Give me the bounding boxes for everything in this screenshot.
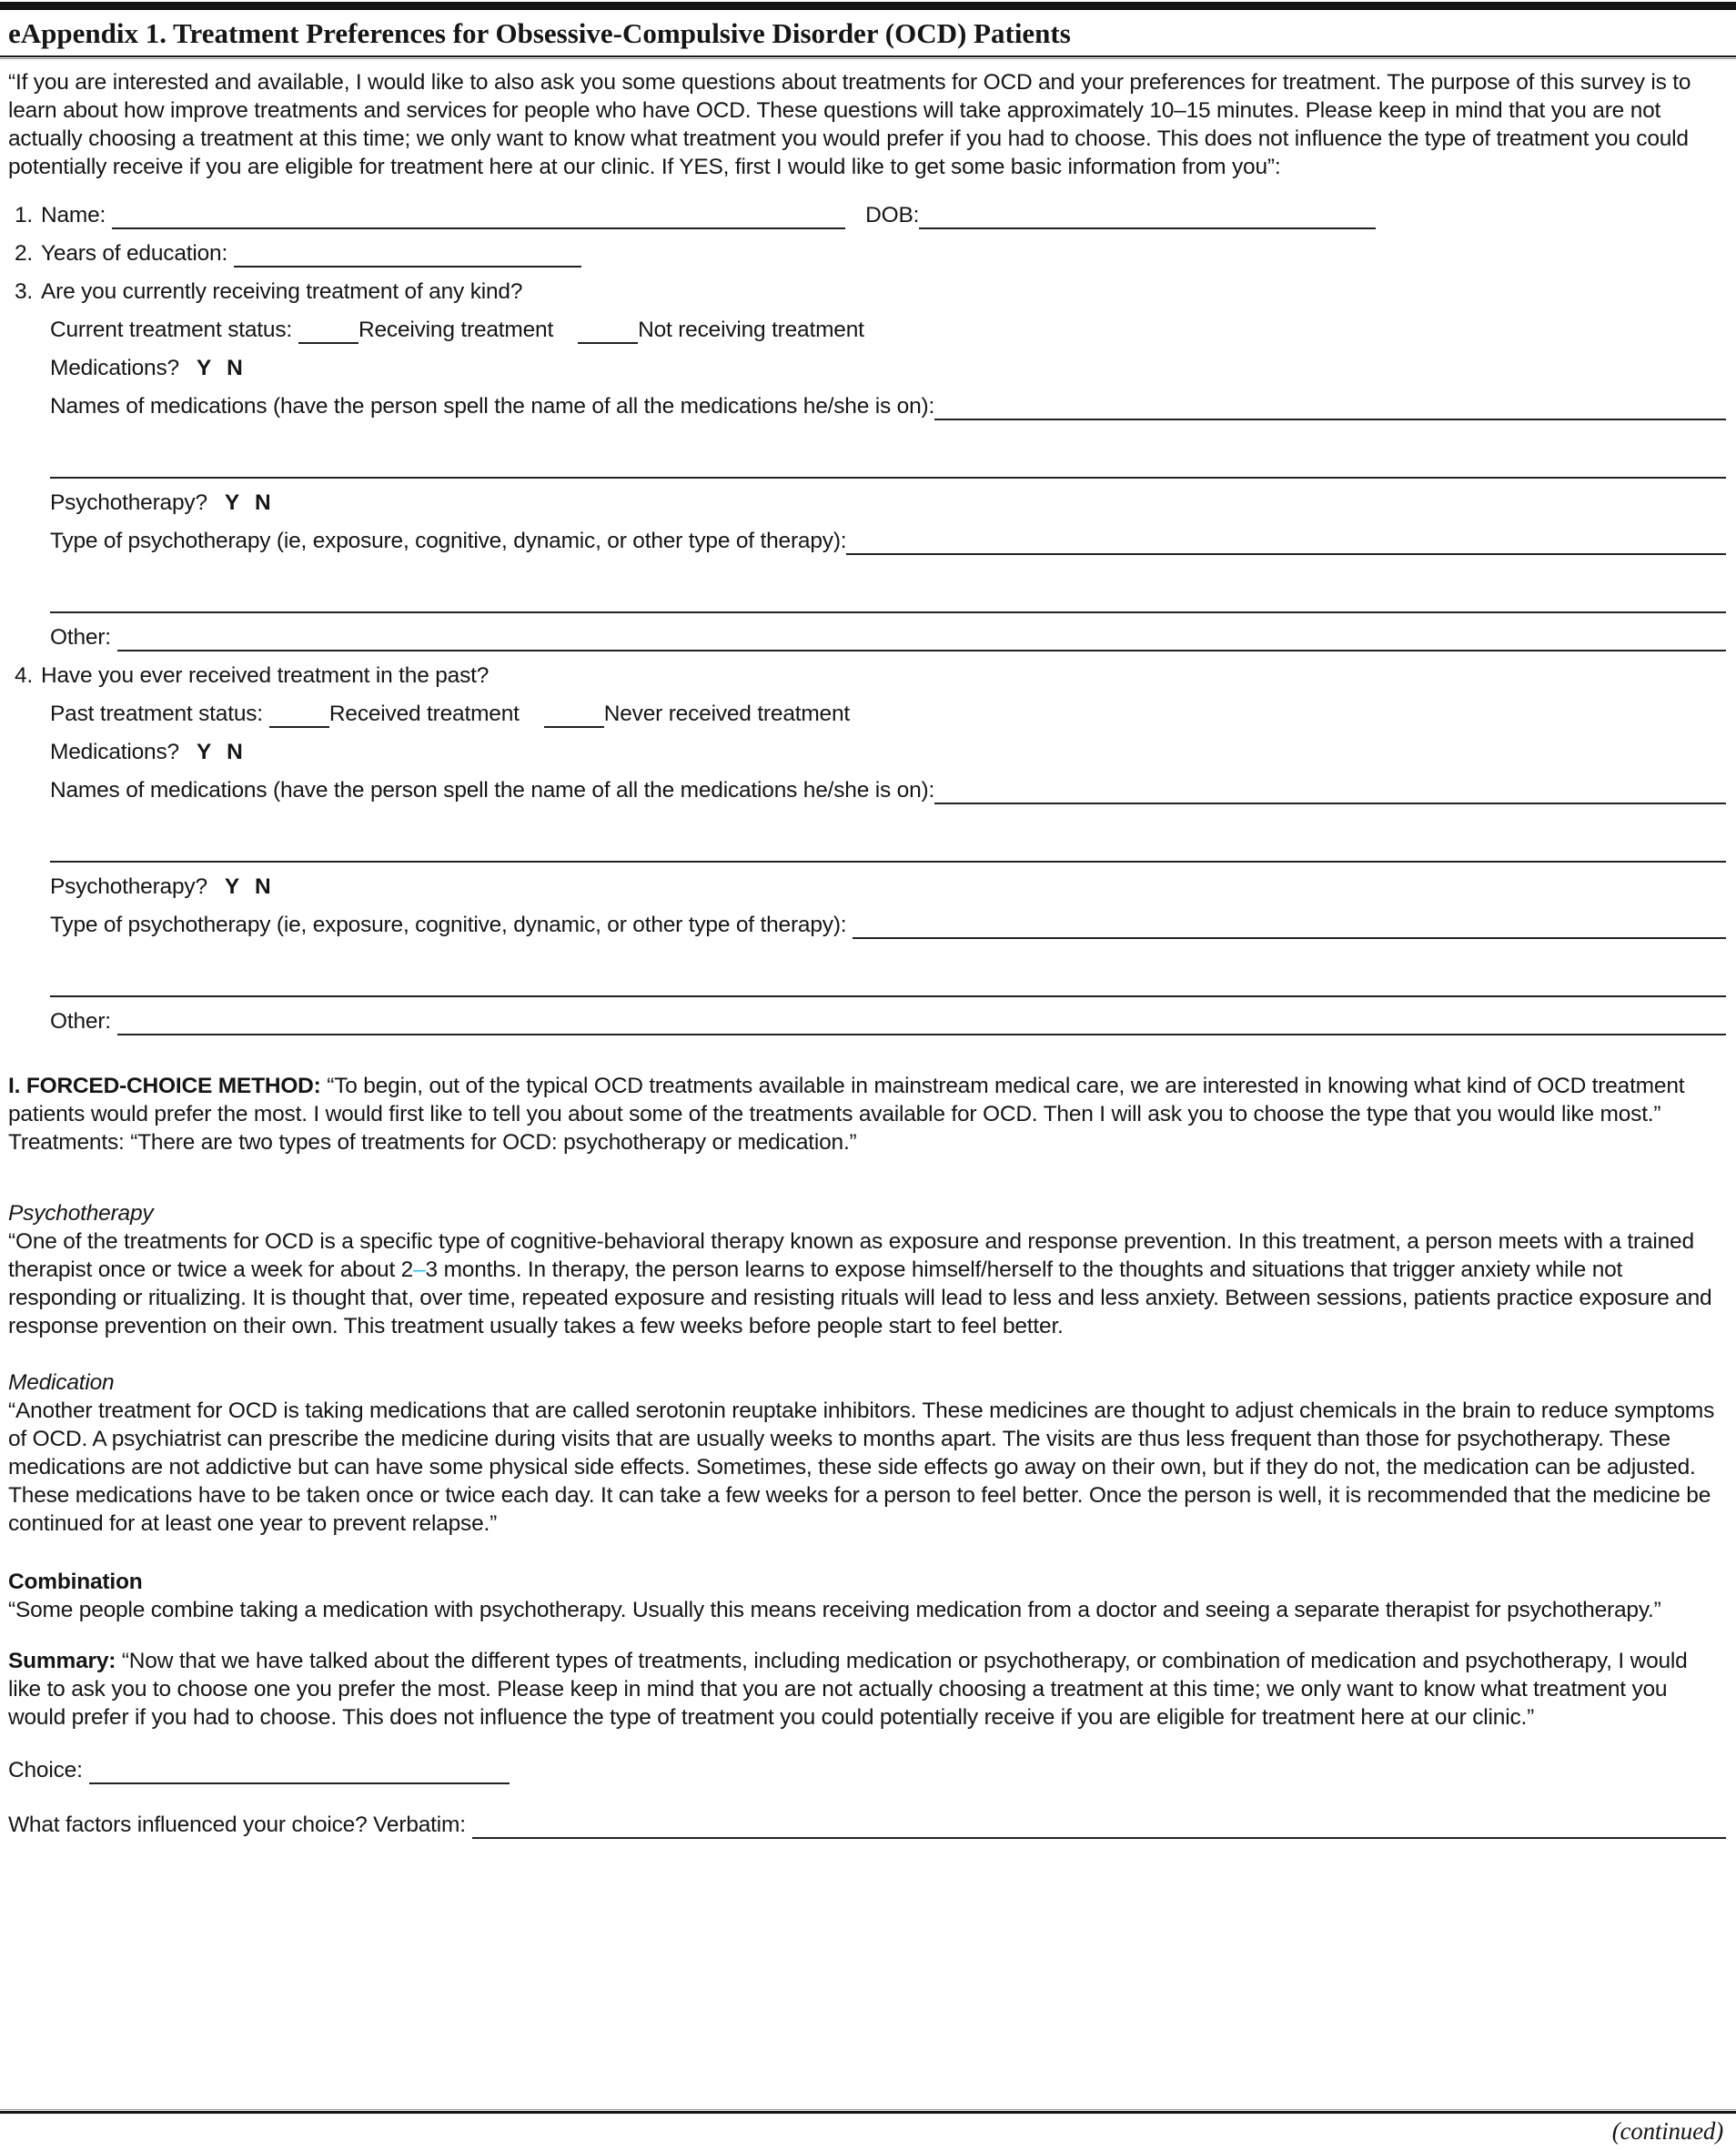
received-treatment-blank[interactable] [269, 701, 329, 728]
summary-heading: Summary: [8, 1649, 116, 1673]
intro-paragraph: “If you are interested and available, I would like to also ask you some questions about treatments for OCD and your preferences for treatment. The purpose of this survey is to learn about how improve treatments and services for people who have OCD. These questions will take approximately 10–15 minutes. Please keep in mind that you are not actually choosing a treatment at this time; we only want to know what treatment you would prefer if you had to choose. This does not influence the type of treatment you could potentially receive if you are eligible for treatment here at our clinic. If YES, first I would like to get some basic information from you”: [8, 70, 1691, 179]
receiving-treatment-blank[interactable] [298, 317, 358, 344]
current-medication-names-blank[interactable] [934, 393, 1726, 420]
continued-label: (continued) [1611, 2117, 1723, 2145]
past-psychotherapy-no-option[interactable]: N [255, 874, 271, 899]
factors-verbatim-label: What factors influenced your choice? Verbatim: [8, 1813, 466, 1837]
question-number: 4. [14, 663, 33, 688]
name-blank-line[interactable] [112, 202, 845, 229]
current-treatment-status-row [8, 316, 1726, 344]
psychotherapy-label: Psychotherapy? [50, 874, 207, 899]
medication-paragraph: “Another treatment for OCD is taking medications that are called serotonin reuptake inhibitors. These medicines are thought to adjust chemicals in the brain to reduce symptoms of OCD. A psychiatrist can prescribe the medicine during visits that are usually weeks to months apart. The visits are thus less frequent than those for psychotherapy. These medications are not addictive but can have some physical side effects. Sometimes, these side effects go away on their own, but if they do not, the medication can be adjusted. These medications have to be taken once or twice each day. It can take a few weeks for a person to feel better. Once the person is well, it is recommended that the medicine be continued for at least one year to prevent relapse.” [8, 1399, 1715, 1536]
past-other-blank[interactable] [117, 1008, 1726, 1035]
never-received-treatment-option[interactable]: Never received treatment [603, 702, 851, 726]
past-psychotherapy-type-blank[interactable] [853, 912, 1726, 939]
summary-paragraph [8, 1647, 1726, 1732]
received-treatment-option[interactable]: Received treatment [328, 702, 520, 726]
psychotherapy-label: Psychotherapy? [50, 490, 207, 515]
medication-names-label: Names of medications (have the person spell the name of all the medications he/she is on): [50, 394, 935, 419]
not-receiving-treatment-option[interactable]: Not receiving treatment [638, 318, 864, 342]
question-number: 3. [14, 279, 33, 304]
psychotherapy-paragraph [8, 1227, 1726, 1340]
past-medications-yes-option[interactable]: Y [196, 740, 212, 764]
current-medication-names-row [8, 392, 1726, 420]
current-treatment-status-label: Current treatment status: [50, 318, 292, 342]
current-medications-no-option[interactable]: N [227, 356, 243, 380]
current-psychotherapy-no-option[interactable]: N [255, 490, 271, 515]
past-psychotherapy-type-continuation-row [8, 970, 1726, 997]
past-medication-names-blank[interactable] [934, 777, 1726, 804]
past-other-row [8, 1007, 1726, 1035]
question-2-row [8, 239, 1726, 268]
choice-blank-line[interactable] [89, 1757, 510, 1784]
combination-paragraph: “Some people combine taking a medication with psychotherapy. Usually this means receiving medication from a doctor and seeing a separate therapist for psychotherapy.” [8, 1598, 1661, 1622]
current-treatment-question-label: Are you currently receiving treatment of any kind? [41, 279, 523, 304]
continued-footer [0, 2114, 1736, 2151]
top-rule-bar [0, 2, 1736, 10]
choice-label: Choice: [8, 1758, 83, 1782]
medications-label: Medications? [50, 740, 179, 764]
psychotherapy-section-heading: Psychotherapy [8, 1201, 154, 1226]
factors-row [8, 1811, 1726, 1839]
question-3-row [8, 278, 1726, 306]
past-medications-no-option[interactable]: N [227, 740, 243, 764]
forced-choice-intro-paragraph [8, 1072, 1726, 1128]
past-treatment-status-label: Past treatment status: [50, 702, 263, 726]
current-medications-row [8, 354, 1726, 382]
past-medication-names-continuation-row [8, 835, 1726, 863]
psychotherapy-type-label: Type of psychotherapy (ie, exposure, cognitive, dynamic, or other type of therapy): [50, 913, 847, 937]
factors-verbatim-blank-line[interactable] [472, 1812, 1726, 1839]
current-medications-yes-option[interactable]: Y [196, 356, 212, 380]
past-psychotherapy-type-row [8, 911, 1726, 939]
current-psychotherapy-yes-option[interactable]: Y [224, 490, 240, 515]
current-psychotherapy-type-continuation-row [8, 586, 1726, 613]
not-receiving-treatment-blank[interactable] [578, 317, 638, 344]
past-treatment-question-label: Have you ever received treatment in the past? [41, 663, 490, 688]
current-medication-names-continuation-blank[interactable] [50, 451, 1726, 479]
forced-choice-intro-text: “To begin, out of the typical OCD treatments available in mainstream medical care, we are interested in knowing what kind of OCD treatment patients would prefer the most. I would first like to tell you about some of the treatments available for OCD. Then I will ask you to choose the type that you would like most.” [8, 1074, 1685, 1126]
psychotherapy-text-before-dash: “One of the treatments for OCD is a specific type of cognitive-behavioral therapy known as exposure and response prevention. In this treatment, a person meets with a trained therapist once or twice a week for about 2 [8, 1229, 1694, 1282]
current-other-row [8, 623, 1726, 651]
past-medications-row [8, 738, 1726, 766]
past-psychotherapy-type-continuation-blank[interactable] [50, 970, 1726, 997]
current-medication-names-continuation-row [8, 451, 1726, 479]
past-medication-names-continuation-blank[interactable] [50, 835, 1726, 863]
name-label: Name: [41, 203, 106, 227]
dob-label: DOB: [865, 203, 920, 227]
education-blank-line[interactable] [234, 240, 581, 268]
treatments-line: Treatments: “There are two types of treatments for OCD: psychotherapy or medication.” [8, 1130, 857, 1155]
question-number: 1. [14, 203, 33, 227]
current-psychotherapy-type-row [8, 527, 1726, 555]
current-psychotherapy-row [8, 489, 1726, 517]
cyan-en-dash: – [413, 1257, 426, 1282]
psychotherapy-type-label: Type of psychotherapy (ie, exposure, cognitive, dynamic, or other type of therapy): [50, 529, 847, 553]
medication-section-heading: Medication [8, 1370, 115, 1395]
current-other-blank[interactable] [117, 624, 1726, 651]
medication-names-label: Names of medications (have the person spell the name of all the medications he/she is on): [50, 778, 935, 803]
question-4-row [8, 661, 1726, 690]
question-1-row [8, 201, 1726, 229]
question-number: 2. [14, 241, 33, 266]
past-psychotherapy-row [8, 873, 1726, 901]
education-label: Years of education: [41, 241, 228, 266]
forced-choice-heading: I. FORCED-CHOICE METHOD: [8, 1074, 321, 1098]
dob-blank-line[interactable] [919, 202, 1376, 229]
medications-label: Medications? [50, 356, 179, 380]
other-label: Other: [50, 1009, 111, 1034]
page-title: eAppendix 1. Treatment Preferences for Obsessive-Compulsive Disorder (OCD) Patients [8, 17, 1071, 49]
past-psychotherapy-yes-option[interactable]: Y [224, 874, 240, 899]
other-label: Other: [50, 625, 111, 650]
form-body [0, 59, 1736, 1839]
combination-section-heading: Combination [8, 1570, 143, 1594]
never-received-treatment-blank[interactable] [544, 701, 604, 728]
past-treatment-status-row [8, 700, 1726, 728]
psychotherapy-text-after-dash: 3 months. In therapy, the person learns to expose himself/herself to the thoughts and situations that trigger anxiety while not responding or ritualizing. It is thought that, over time, repeated exposure and resisting rituals will lead to less and less anxiety. Between sessions, patients practice exposure and response prevention on their own. This treatment usually takes a few weeks before people start to feel better. [8, 1257, 1712, 1338]
current-psychotherapy-type-continuation-blank[interactable] [50, 586, 1726, 613]
receiving-treatment-option[interactable]: Receiving treatment [358, 318, 554, 342]
choice-row [8, 1756, 1726, 1784]
current-psychotherapy-type-blank[interactable] [846, 528, 1726, 555]
summary-text: “Now that we have talked about the different types of treatments, including medication or psychotherapy, or combination of medication and psychotherapy, I would like to ask you to choose one you prefer the most. Please keep in mind that you are not actually choosing a treatment at this time; we only want to know what treatment you would prefer if you had to choose. This does not influence the type of treatment you could potentially receive if you are eligible for treatment here at our clinic.” [8, 1649, 1688, 1730]
past-medication-names-row [8, 776, 1726, 804]
flexible-whitespace [0, 1839, 1736, 2109]
